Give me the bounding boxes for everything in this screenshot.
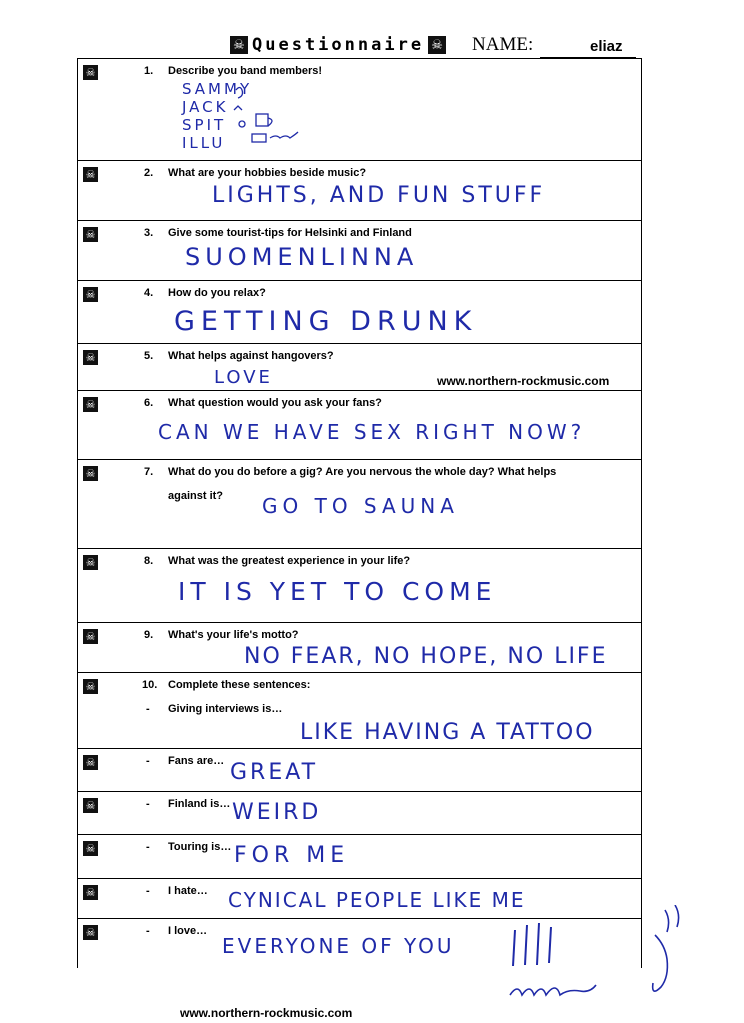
question-number: 8. [144, 555, 154, 567]
skull-icon: ☠ [83, 629, 98, 644]
row-divider [77, 748, 641, 749]
sentence-prompt: I hate… [168, 885, 208, 897]
handwritten-answer: GETTING DRUNK [174, 306, 478, 337]
row-divider [77, 390, 641, 391]
row-divider [77, 834, 641, 835]
skull-icon: ☠ [230, 36, 248, 54]
question-number: 5. [144, 350, 154, 362]
bullet-dash: - [146, 755, 150, 767]
row-divider [77, 58, 641, 59]
handwritten-answer: CYNICAL PEOPLE LIKE ME [228, 888, 526, 912]
skull-icon: ☠ [83, 287, 98, 302]
bullet-dash: - [146, 703, 150, 715]
handwritten-answer: CAN WE HAVE SEX RIGHT NOW? [158, 420, 586, 444]
handwritten-answer: SAMMY [182, 80, 253, 98]
skull-icon: ☠ [428, 36, 446, 54]
page-title: Questionnaire [252, 35, 425, 55]
skull-icon: ☠ [83, 798, 98, 813]
question-number: 7. [144, 466, 154, 478]
skull-icon: ☠ [83, 466, 98, 481]
sentence-prompt: Finland is… [168, 798, 231, 810]
website-watermark: www.northern-rockmusic.com [180, 1006, 353, 1020]
question-number: 10. [142, 679, 158, 691]
question-number: 2. [144, 167, 154, 179]
handwritten-answer: GO TO SAUNA [262, 494, 459, 518]
bullet-dash: - [146, 925, 150, 937]
sentence-prompt: Giving interviews is… [168, 703, 283, 715]
question-number: 9. [144, 629, 154, 641]
skull-icon: ☠ [83, 65, 98, 80]
handwritten-answer: LIKE HAVING A TATTOO [300, 720, 595, 745]
handwritten-answer: GREAT [230, 760, 319, 785]
bullet-dash: - [146, 885, 150, 897]
handwritten-answer: ILLU [182, 134, 226, 152]
bullet-dash: - [146, 841, 150, 853]
question-text: What are your hobbies beside music? [168, 167, 367, 179]
skull-icon: ☠ [83, 397, 98, 412]
handwritten-answer: SPIT [182, 116, 227, 134]
question-text: Describe you band members! [168, 65, 323, 77]
sentence-prompt: I love… [168, 925, 208, 937]
question-number: 1. [144, 65, 154, 77]
skull-icon: ☠ [83, 350, 98, 365]
handwritten-answer: FOR ME [234, 843, 350, 868]
row-divider [77, 878, 641, 879]
row-divider [77, 548, 641, 549]
handwritten-answer: NO FEAR, NO HOPE, NO LIFE [244, 644, 608, 669]
signature-scrawl [505, 905, 705, 1010]
handwritten-answer: LOVE [214, 367, 273, 388]
row-divider [77, 343, 641, 344]
question-text: Complete these sentences: [168, 679, 311, 691]
website-watermark: www.northern-rockmusic.com [437, 374, 610, 388]
skull-icon: ☠ [83, 167, 98, 182]
question-number: 3. [144, 227, 154, 239]
doodle-drawings [232, 84, 302, 150]
row-divider [77, 160, 641, 161]
skull-icon: ☠ [83, 841, 98, 856]
skull-icon: ☠ [83, 755, 98, 770]
skull-icon: ☠ [83, 679, 98, 694]
row-divider [77, 791, 641, 792]
handwritten-answer: IT IS YET TO COME [178, 577, 497, 606]
row-divider [77, 280, 641, 281]
row-divider [77, 459, 641, 460]
handwritten-answer: LIGHTS, AND FUN STUFF [212, 183, 546, 208]
question-text: What question would you ask your fans? [168, 397, 382, 409]
question-text: What do you do before a gig? Are you nervous the whole day? What helps [168, 466, 557, 478]
skull-icon: ☠ [83, 555, 98, 570]
question-text: What helps against hangovers? [168, 350, 334, 362]
handwritten-answer: WEIRD [232, 800, 322, 825]
question-number: 4. [144, 287, 154, 299]
question-text: What's your life's motto? [168, 629, 299, 641]
question-number: 6. [144, 397, 154, 409]
sentence-prompt: Fans are… [168, 755, 225, 767]
name-label: NAME: [472, 34, 534, 55]
bullet-dash: - [146, 798, 150, 810]
skull-icon: ☠ [83, 925, 98, 940]
question-text: How do you relax? [168, 287, 266, 299]
title-group [230, 32, 446, 58]
handwritten-answer: EVERYONE OF YOU [222, 934, 455, 958]
row-divider [77, 220, 641, 221]
handwritten-answer: SUOMENLINNA [185, 243, 419, 271]
skull-icon: ☠ [83, 227, 98, 242]
row-divider [77, 622, 641, 623]
name-value: eliaz [590, 38, 623, 55]
question-text: What was the greatest experience in your life? [168, 555, 411, 567]
skull-icon: ☠ [83, 885, 98, 900]
question-text: against it? [168, 490, 224, 502]
row-divider [77, 672, 641, 673]
question-text: Give some tourist-tips for Helsinki and Finland [168, 227, 412, 239]
handwritten-answer: JACK [182, 98, 229, 116]
sentence-prompt: Touring is… [168, 841, 232, 853]
